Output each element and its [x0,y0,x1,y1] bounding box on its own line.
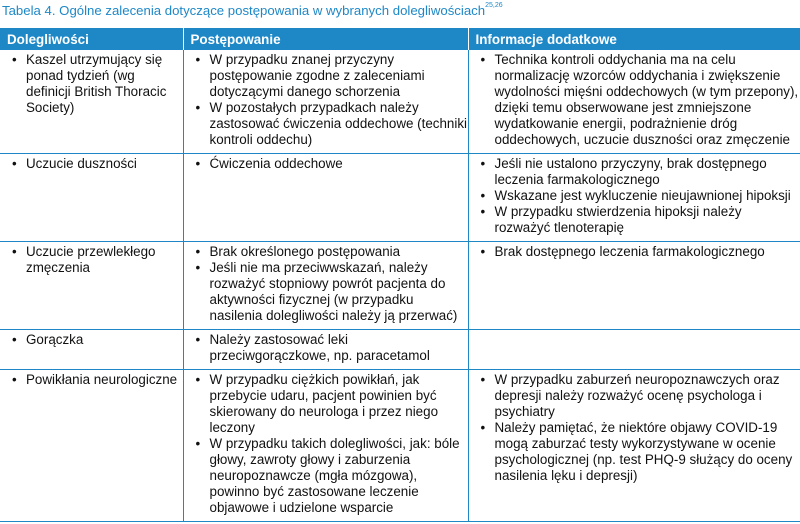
bullet-item: • W pozostałych przypadkach należy zastosować ćwiczenia oddechowe (techniki kontroli oddechu) [210,100,468,148]
table-caption [2,3,503,18]
info-cell [468,50,800,154]
header-management: Postępowanie [183,28,468,50]
bullet-item: • W przypadku stwierdzenia hipoksji należy rozważyć tlenoterapię [495,204,800,236]
caption-text: Tabela 4. Ogólne zalecenia dotyczące postępowania w wybranych dolegliwościach [2,3,486,18]
bullet-item: • Gorączka [26,332,183,348]
bullet-item: • W przypadku takich dolegliwości, jak: bóle głowy, zawroty głowy i zaburzenia neuropoznawcze (mgła mózgowa), powinno być zastosowane leczenie objawowe i udzielone wsparcie [210,436,468,516]
symptom-cell [0,154,183,242]
bullet-item: • Brak dostępnego leczenia farmakologicznego [495,244,800,260]
bullet-list [184,372,468,516]
table-row [0,242,800,330]
symptom-cell [0,370,183,522]
bullet-list [184,156,468,172]
bullet-item: • Brak określonego postępowania [210,244,468,260]
bullet-list [184,332,468,364]
bullet-item: • Powikłania neurologiczne [26,372,183,388]
header-symptoms: Dolegliwości [0,28,183,50]
bullet-item: • Należy pamiętać, że niektóre objawy COVID-19 mogą zaburzać testy wykorzystywane w ocenie psychologicznej (np. test PHQ-9 służący do oceny nasilenia lęku i depresji) [495,420,800,484]
bullet-list [0,52,183,116]
bullet-list [184,52,468,148]
management-cell [183,242,468,330]
management-cell [183,330,468,370]
bullet-list [184,244,468,324]
symptom-cell [0,50,183,154]
bullet-item: • Kaszel utrzymujący się ponad tydzień (wg definicji British Thoracic Society) [26,52,183,116]
bullet-list [0,372,183,388]
bullet-list [469,52,800,148]
bullet-list [0,244,183,276]
bullet-list [0,156,183,172]
bullet-list [469,372,800,484]
bullet-item: • W przypadku zaburzeń neuropoznawczych oraz depresji należy rozważyć ocenę psychologa i psychiatry [495,372,800,420]
bullet-item: • W przypadku ciężkich powikłań, jak przebycie udaru, pacjent powinien być skierowany do neurologa i przez niego leczony [210,372,468,436]
info-cell [468,154,800,242]
table-row [0,330,800,370]
info-cell [468,242,800,330]
management-cell [183,154,468,242]
header-additional-info: Informacje dodatkowe [468,28,800,50]
management-cell [183,370,468,522]
management-cell [183,50,468,154]
bullet-list [469,156,800,236]
bullet-item: • Jeśli nie ustalono przyczyny, brak dostępnego leczenia farmakologicznego [495,156,800,188]
table-row [0,370,800,522]
symptom-cell [0,330,183,370]
bullet-item: • Technika kontroli oddychania ma na celu normalizację wzorców oddychania i zwiększenie wydolności mięśni oddechowych (w tym przepony), dzięki temu obserwowane jest zmniejszone wydatkowanie energii, podrażnienie dróg oddechowych, uczucie duszności oraz zmęczenie [495,52,800,148]
bullet-item: • W przypadku znanej przyczyny postępowanie zgodne z zaleceniami dotyczącymi danego schorzenia [210,52,468,100]
info-cell [468,330,800,370]
symptom-cell [0,242,183,330]
info-cell [468,370,800,522]
table-row [0,50,800,154]
bullet-item: • Uczucie przewlekłego zmęczenia [26,244,183,276]
bullet-list [469,244,800,260]
table-row [0,154,800,242]
bullet-item: • Ćwiczenia oddechowe [210,156,468,172]
bullet-item: • Jeśli nie ma przeciwwskazań, należy rozważyć stopniowy powrót pacjenta do aktywności fizycznej (w przypadku nasilenia dolegliwości należy ją przerwać) [210,260,468,324]
bullet-list [0,332,183,348]
bullet-item: • Wskazane jest wykluczenie nieujawnionej hipoksji [495,188,800,204]
bullet-item: • Należy zastosować leki przeciwgorączkowe, np. paracetamol [210,332,468,364]
recommendations-table [0,28,800,522]
bullet-item: • Uczucie duszności [26,156,183,172]
header-row [0,28,800,50]
caption-references: 25,26 [485,2,503,9]
